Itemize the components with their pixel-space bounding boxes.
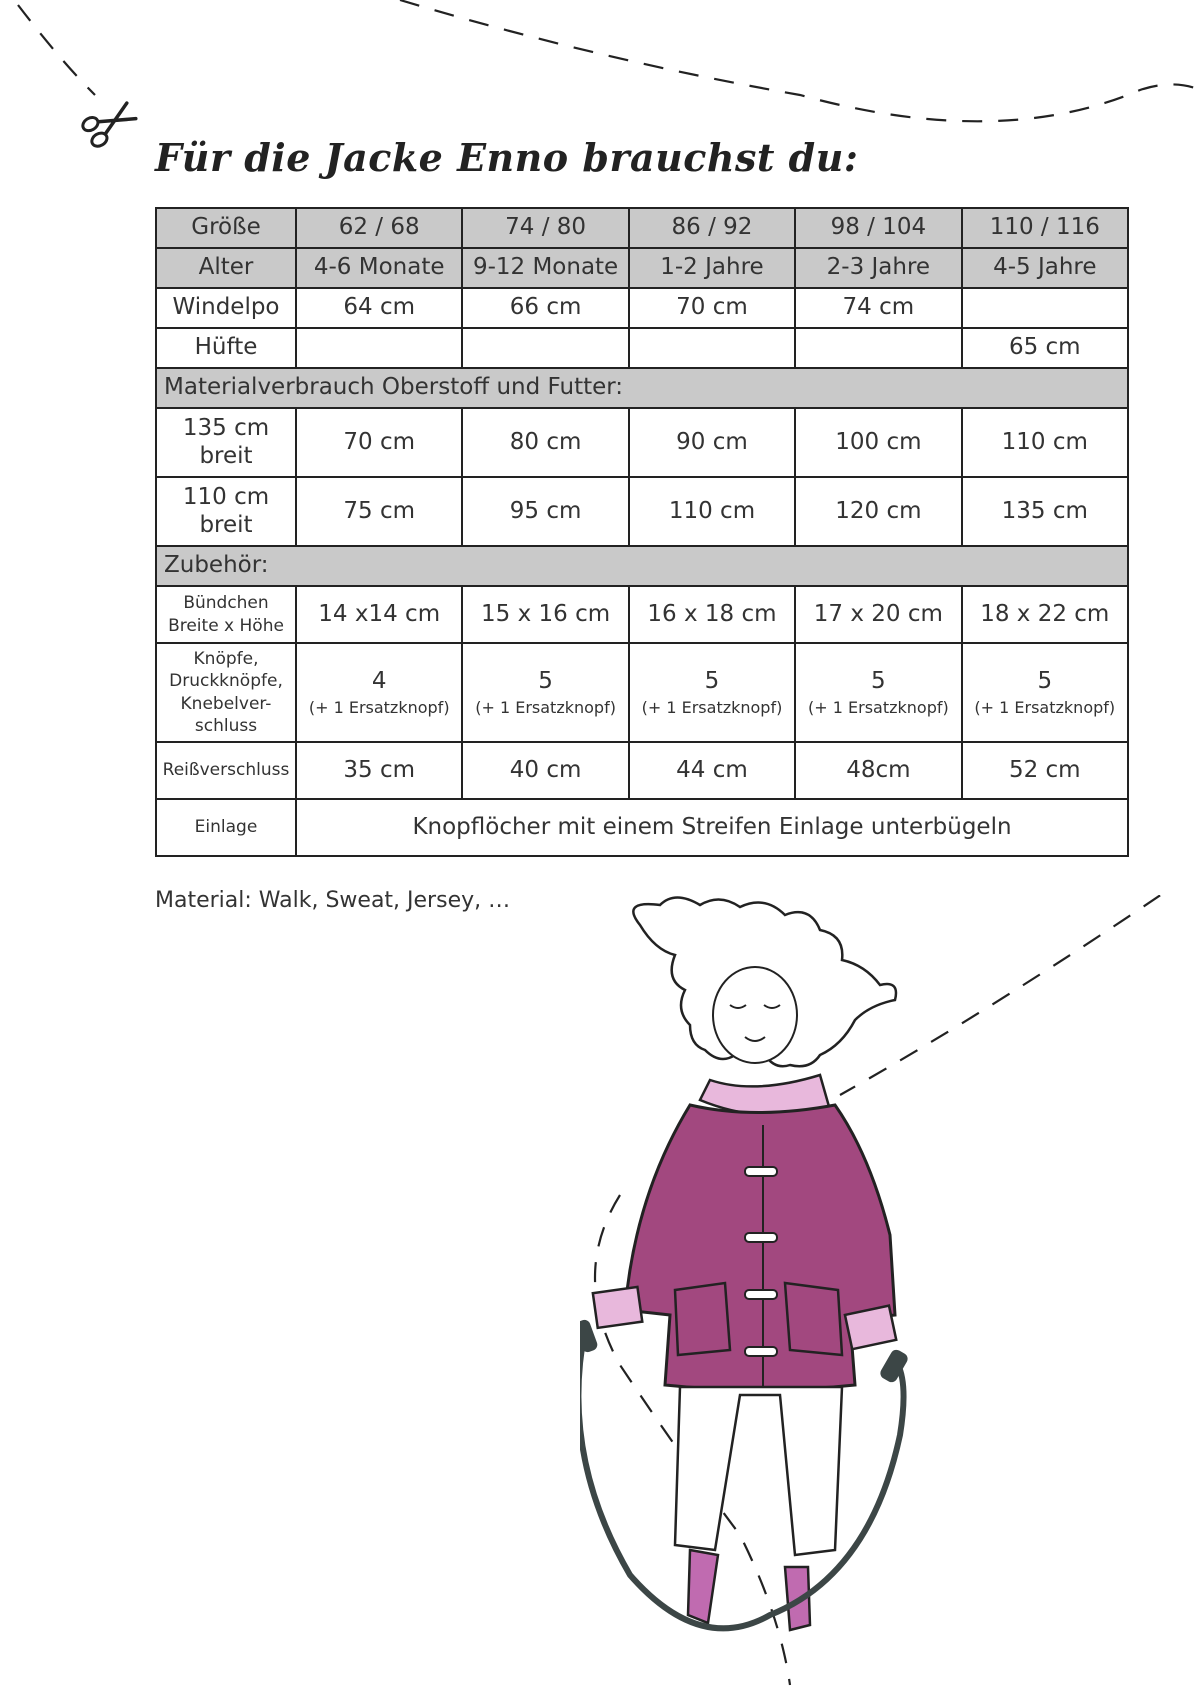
- table-row-huefte: [156, 328, 1128, 368]
- cell-110cm: 95 cm: [462, 477, 628, 546]
- knoepfe-note: (+ 1 Ersatzknopf): [974, 697, 1116, 717]
- cell-reissverschluss: 35 cm: [296, 742, 462, 799]
- girl-jumping-rope-illustration: [580, 895, 1200, 1695]
- cell-age: 4-5 Jahre: [962, 248, 1128, 288]
- table-row-110cm: [156, 477, 1128, 546]
- row-label-einlage: Einlage: [156, 799, 296, 856]
- table-row-135cm: [156, 408, 1128, 477]
- cell-135cm: 110 cm: [962, 408, 1128, 477]
- row-label-line: Knebelver-: [180, 693, 272, 714]
- knoepfe-note: (+ 1 Ersatzknopf): [475, 697, 616, 717]
- material-note: Material: Walk, Sweat, Jersey, …: [155, 888, 511, 913]
- knoepfe-count: 5: [704, 668, 720, 695]
- cell-age: 1-2 Jahre: [629, 248, 795, 288]
- cell-age: 9-12 Monate: [462, 248, 628, 288]
- knoepfe-count: 5: [871, 668, 886, 695]
- knoepfe-count: 5: [1037, 668, 1053, 695]
- cell-size: 110 / 116: [962, 208, 1128, 248]
- table-row-reissverschluss: [156, 742, 1128, 799]
- row-label-knoepfe: [156, 643, 296, 742]
- row-label-line: breit: [199, 442, 253, 469]
- cell-reissverschluss: 48cm: [795, 742, 961, 799]
- cell-knoepfe: [629, 643, 795, 742]
- cell-windelpo: [962, 288, 1128, 328]
- row-label-line: 110 cm: [182, 483, 270, 510]
- row-label-windelpo: Windelpo: [156, 288, 296, 328]
- cell-age: 4-6 Monate: [296, 248, 462, 288]
- cell-size: 98 / 104: [795, 208, 961, 248]
- section-label-material: Materialverbrauch Oberstoff und Futter:: [156, 368, 1128, 408]
- cell-huefte: 65 cm: [962, 328, 1128, 368]
- cell-size: 86 / 92: [629, 208, 795, 248]
- cell-huefte: [629, 328, 795, 368]
- cell-buendchen: 14 x14 cm: [296, 586, 462, 643]
- row-label-huefte: Hüfte: [156, 328, 296, 368]
- cell-buendchen: 16 x 18 cm: [629, 586, 795, 643]
- cell-einlage: Knopflöcher mit einem Streifen Einlage unterbügeln: [296, 799, 1128, 856]
- knoepfe-count: 4: [371, 668, 387, 695]
- cell-reissverschluss: 52 cm: [962, 742, 1128, 799]
- size-table: [155, 207, 1129, 857]
- cell-size: 74 / 80: [462, 208, 628, 248]
- cell-135cm: 90 cm: [629, 408, 795, 477]
- cell-buendchen: 15 x 16 cm: [462, 586, 628, 643]
- page-title: Für die Jacke Enno brauchst du:: [155, 135, 859, 180]
- cell-knoepfe: [296, 643, 462, 742]
- table-section-zubehoer: [156, 546, 1128, 586]
- scissors-icon: [80, 98, 138, 149]
- row-label-line: breit: [199, 511, 253, 538]
- row-label-line: 135 cm: [182, 414, 270, 441]
- table-row-knoepfe: [156, 643, 1128, 742]
- cell-huefte: [795, 328, 961, 368]
- row-label-110cm: [156, 477, 296, 546]
- cell-size: 62 / 68: [296, 208, 462, 248]
- cell-135cm: 100 cm: [795, 408, 961, 477]
- section-label-zubehoer: Zubehör:: [156, 546, 1128, 586]
- table-section-material: [156, 368, 1128, 408]
- row-label-reissverschluss: Reißverschluss: [156, 742, 296, 799]
- row-label-135cm: [156, 408, 296, 477]
- cell-reissverschluss: 44 cm: [629, 742, 795, 799]
- row-label-age: Alter: [156, 248, 296, 288]
- cell-110cm: 120 cm: [795, 477, 961, 546]
- knoepfe-note: (+ 1 Ersatzknopf): [808, 697, 949, 717]
- cell-windelpo: 64 cm: [296, 288, 462, 328]
- cell-135cm: 80 cm: [462, 408, 628, 477]
- row-label-line: Breite x Höhe: [168, 615, 284, 636]
- knoepfe-count: 5: [538, 668, 553, 695]
- table-row-age: [156, 248, 1128, 288]
- cell-windelpo: 74 cm: [795, 288, 961, 328]
- knoepfe-note: (+ 1 Ersatzknopf): [308, 697, 450, 717]
- table-row-buendchen: [156, 586, 1128, 643]
- knoepfe-note: (+ 1 Ersatzknopf): [641, 697, 783, 717]
- row-label-line: Knöpfe,: [193, 649, 259, 670]
- cell-reissverschluss: 40 cm: [462, 742, 628, 799]
- cell-knoepfe: [462, 643, 628, 742]
- cell-buendchen: 18 x 22 cm: [962, 586, 1128, 643]
- row-label-line: Druckknöpfe,: [169, 671, 283, 692]
- cell-huefte: [462, 328, 628, 368]
- cell-age: 2-3 Jahre: [795, 248, 961, 288]
- cell-windelpo: 66 cm: [462, 288, 628, 328]
- row-label-line: schluss: [194, 715, 258, 736]
- row-label-buendchen: [156, 586, 296, 643]
- cell-knoepfe: [795, 643, 961, 742]
- cell-110cm: 110 cm: [629, 477, 795, 546]
- row-label-size: Größe: [156, 208, 296, 248]
- cell-135cm: 70 cm: [296, 408, 462, 477]
- cell-windelpo: 70 cm: [629, 288, 795, 328]
- cell-huefte: [296, 328, 462, 368]
- cell-110cm: 135 cm: [962, 477, 1128, 546]
- table-row-size: [156, 208, 1128, 248]
- cell-knoepfe: [962, 643, 1128, 742]
- table-row-windelpo: [156, 288, 1128, 328]
- cell-110cm: 75 cm: [296, 477, 462, 546]
- table-row-einlage: [156, 799, 1128, 856]
- cell-buendchen: 17 x 20 cm: [795, 586, 961, 643]
- row-label-line: Bündchen: [183, 593, 269, 614]
